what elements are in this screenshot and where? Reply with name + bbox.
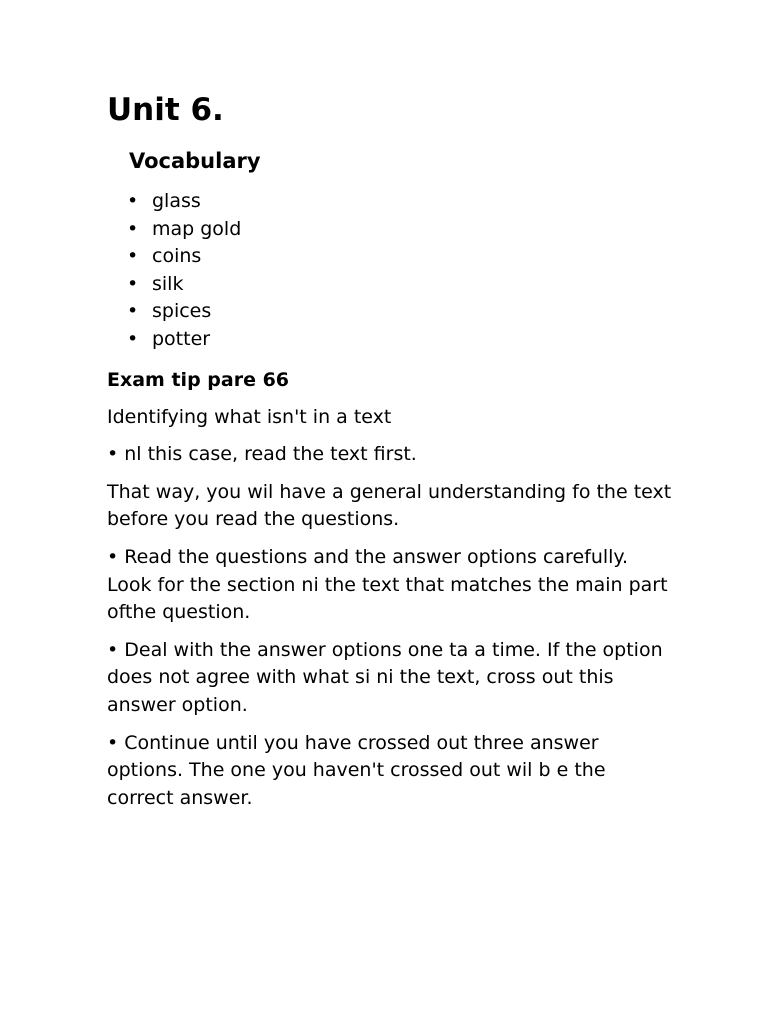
vocabulary-item: potter — [152, 327, 211, 350]
list-item — [127, 298, 677, 326]
bullet-icon: • — [127, 300, 139, 323]
exam-tip-paragraph: • Read the questions and the answer options carefully. Look for the section ni the text that matches the main part ofthe question. — [107, 545, 668, 624]
vocabulary-heading: Vocabulary — [129, 149, 261, 173]
exam-tip-subtitle: Identifying what isn't in a text — [107, 405, 392, 428]
vocabulary-list — [127, 188, 677, 354]
list-item — [127, 243, 677, 271]
vocabulary-item: glass — [152, 190, 201, 212]
list-item — [127, 271, 677, 299]
document-page — [107, 88, 677, 812]
bullet-icon: • — [127, 327, 139, 350]
exam-tip-paragraph: • Continue until you have crossed out three answer options. The one you haven't crossed out wil b e the correct answer. — [107, 731, 606, 809]
vocabulary-item: silk — [152, 272, 184, 295]
bullet-icon: • — [127, 272, 139, 295]
exam-tip-paragraph: • nl this case, read the text first. — [107, 443, 417, 466]
list-item — [127, 326, 677, 354]
unit-title: Unit 6. — [107, 92, 224, 128]
list-item — [127, 216, 677, 244]
bullet-icon: • — [127, 245, 139, 268]
vocabulary-item: coins — [152, 245, 202, 268]
exam-tip-paragraph: That way, you wil have a general understanding fo the text before you read the questions. — [107, 480, 672, 531]
list-item — [127, 188, 677, 216]
bullet-icon: • — [127, 190, 139, 212]
vocabulary-item: map gold — [152, 217, 242, 240]
exam-tip-heading: Exam tip pare 66 — [107, 368, 290, 391]
bullet-icon: • — [127, 217, 139, 240]
exam-tip-paragraph: • Deal with the answer options one ta a time. If the option does not agree with what si ni the text, cross out this answer option. — [107, 638, 663, 716]
vocabulary-item: spices — [152, 300, 212, 323]
